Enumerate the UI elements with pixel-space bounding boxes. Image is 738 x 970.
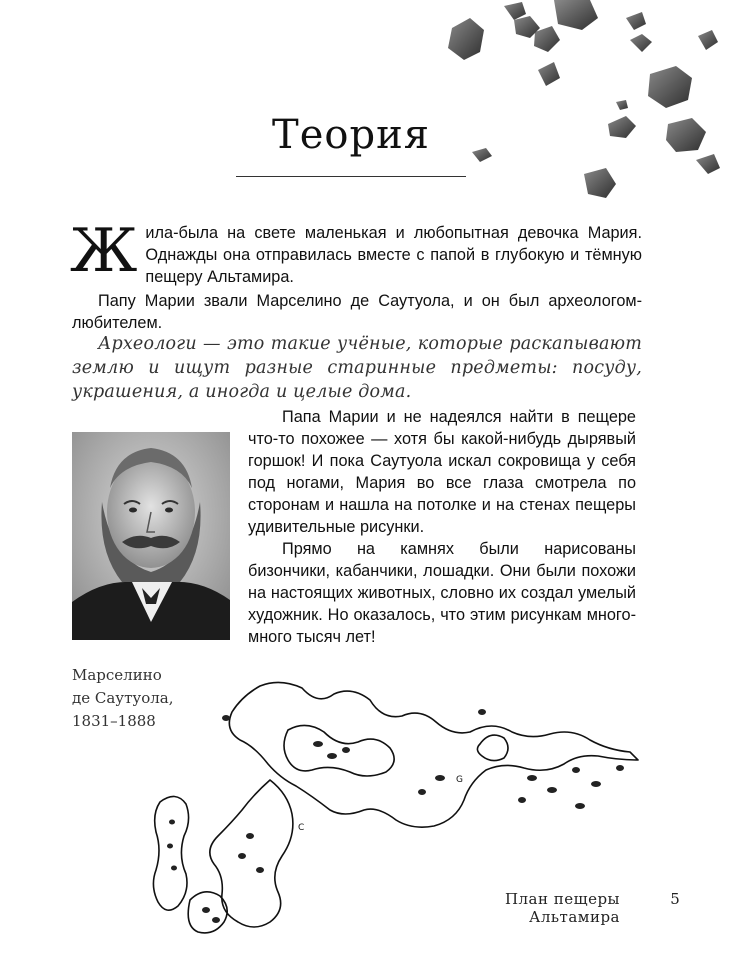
paragraph-discovery: Папа Марии и не надеялся найти в пещере что-то похожее — хотя бы какой-нибудь дырявый горшок! И пока Саутуола искал сокровища у себя под ногами, Мария во все глаза смотрела по сторонам и нашла на потолке и на стенах пещеры удивительные рисунки. xyxy=(248,408,636,536)
drop-cap: Ж xyxy=(70,216,138,286)
map-label-c: C xyxy=(298,823,305,833)
paragraph-father: Папу Марии звали Марселино де Саутуола, и он был археологом-любителем. xyxy=(72,292,642,332)
paragraph-drawings: Прямо на камнях были нарисованы бизончики, кабанчики, лошадки. Они были похожи на настоящих животных, словно их создал умелый художник. Но оказалось, что этим рисункам много-много тысяч лет! xyxy=(248,540,636,646)
title-divider xyxy=(236,176,466,177)
paragraph-intro xyxy=(70,216,642,288)
caption-name-line1: Марселино xyxy=(72,666,162,684)
paragraph-archaeologists-note: Археологи — это такие учёные, которые раскапывают землю и ищут разные старинные предметы: посуду, украшения, а иногда и целые дома. xyxy=(72,334,642,402)
map-label-g: G xyxy=(456,775,463,785)
chapter-title: Теория xyxy=(272,112,430,158)
map-caption: План пещеры Альтамира xyxy=(504,890,620,926)
scattered-rocks-illustration xyxy=(430,0,738,210)
paragraph-intro-text: ила-была на свете маленькая и любопытная девочка Мария. Однажды она отправилась вместе с папой в глубокую и тёмную пещеру Альтамира. xyxy=(145,224,642,286)
caption-years: 1831–1888 xyxy=(72,712,156,730)
portrait-photo xyxy=(72,432,230,640)
caption-name-line2: де Саутуола, xyxy=(72,689,174,707)
page-number: 5 xyxy=(670,890,680,908)
